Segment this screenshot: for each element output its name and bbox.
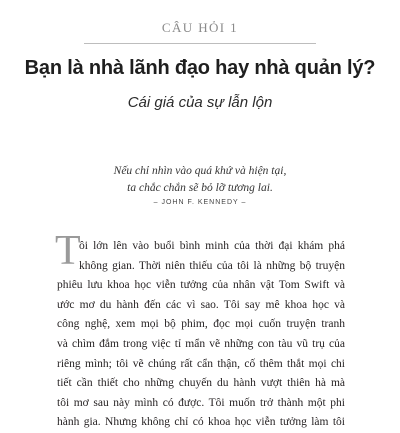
epigraph-attribution: – JOHN F. KENNEDY –: [153, 199, 247, 206]
epigraph-quote: [0, 163, 400, 197]
body-line: ước mơ du hành đến các vì sao. Tôi say mê khoa học và: [57, 298, 345, 311]
body-line: phiêu lưu khoa học viễn tưởng của nhân vật Tom Swift và: [57, 279, 345, 292]
chapter-title: Bạn là nhà lãnh đạo hay nhà quản lý?: [24, 57, 376, 79]
body-paragraph: [55, 228, 345, 433]
body-line: [57, 257, 345, 277]
epigraph-line: Nếu chỉ nhìn vào quá khứ và hiện tại,: [113, 165, 287, 177]
chapter-divider: [84, 43, 316, 44]
body-line: công nghệ, xem mọi bộ phim, đọc mọi cuốn truyện tranh: [57, 318, 345, 331]
chapter-label: CÂU HỎI 1: [161, 20, 239, 35]
drop-cap: T: [55, 228, 81, 274]
epigraph-line: ta chắc chắn sẽ bỏ lỡ tương lai.: [127, 182, 273, 194]
chapter-subtitle: Cái giá của sự lẫn lộn: [127, 94, 273, 111]
body-line: tiết cần thiết cho những chuyến du hành vượt thiên hà mà: [57, 377, 345, 390]
body-line: riêng mình; tôi vẽ chúng rất cẩn thận, cố thêm thắt mọi chi: [57, 357, 345, 370]
body-line-text: không gian. Thời niên thiếu của tôi là những bộ truyện: [79, 259, 345, 272]
body-line: và chìm đắm trong việc tỉ mẩn vẽ những con tàu vũ trụ của: [57, 337, 345, 350]
body-line: tôi mơ sau này mình có được. Tôi muốn trở thành một phi: [57, 396, 345, 409]
body-line: hành gia. Nhưng không chỉ có khoa học viễn tưởng làm tôi: [57, 416, 345, 429]
body-line-text: ôi lớn lên vào buổi bình minh của thời đại khám phá: [79, 240, 345, 252]
